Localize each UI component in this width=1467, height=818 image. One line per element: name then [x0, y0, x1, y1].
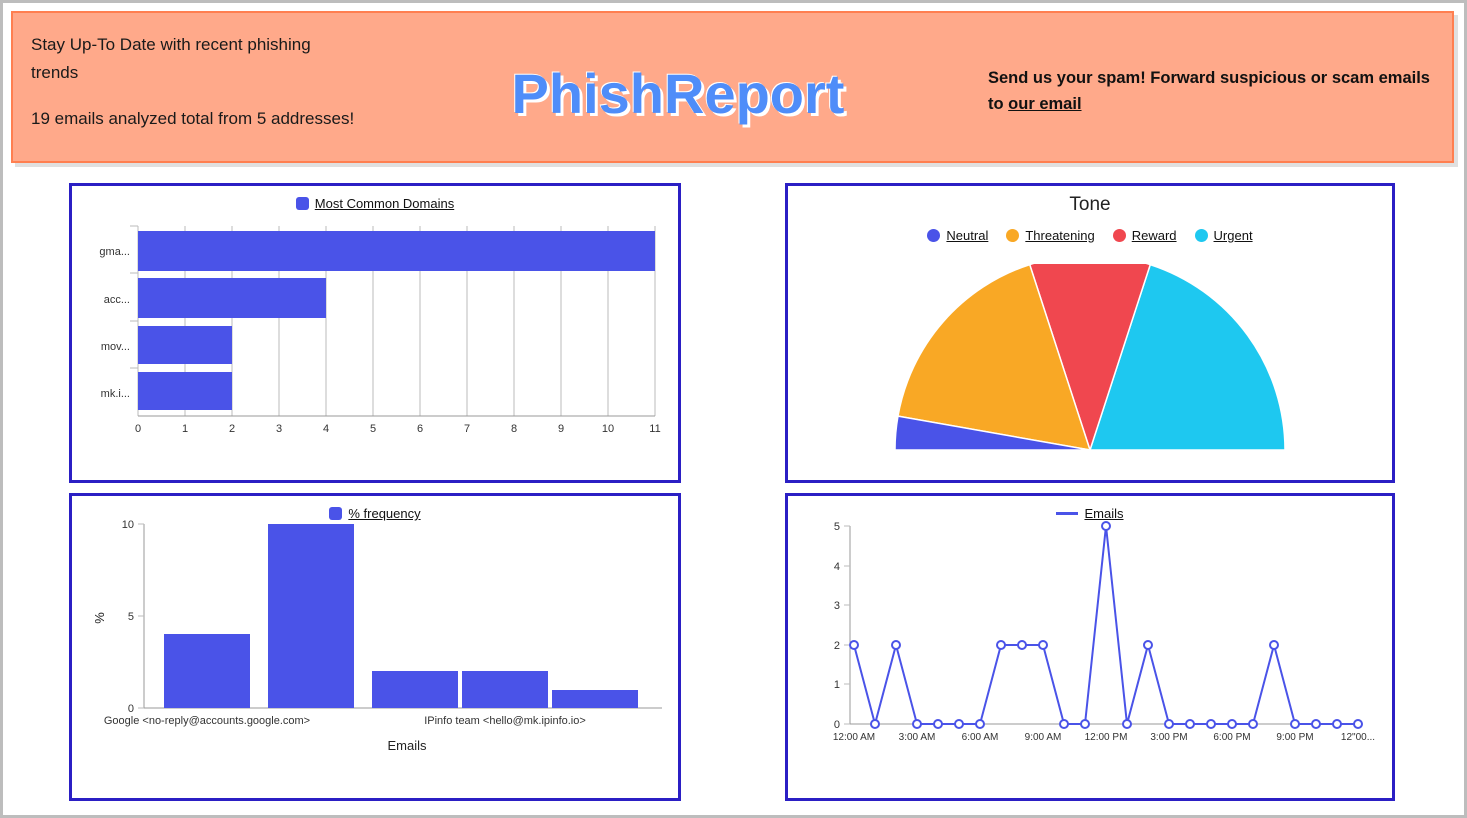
line-markers	[850, 522, 1362, 728]
legend-item-neutral[interactable]	[927, 228, 988, 243]
xtick-label: 3:00 AM	[898, 732, 936, 743]
xtick-label: 11	[649, 423, 661, 435]
ytick-label: 5	[833, 521, 840, 533]
xtick-label: IPinfo team <hello@mk.ipinfo.io>	[424, 715, 586, 727]
chart-panel-most-common-domains	[69, 183, 681, 483]
xtick-label: 9:00 AM	[1024, 732, 1062, 743]
bar-mov	[138, 326, 232, 364]
xtick-label: 1	[181, 423, 189, 435]
legend-tone	[788, 228, 1392, 243]
legend-label: Emails	[1084, 506, 1124, 521]
y-axis-title: %	[92, 612, 107, 624]
legend-swatch-icon	[329, 507, 342, 520]
legend-dot-icon	[1113, 229, 1126, 242]
contact-email-link[interactable]: our email	[1008, 95, 1082, 113]
xtick-label: 3	[275, 423, 283, 435]
xtick-label: 8	[510, 423, 518, 435]
legend-most-common-domains	[72, 196, 678, 211]
xtick-label: 6:00 PM	[1213, 732, 1251, 743]
xtick-label: 0	[134, 423, 142, 435]
xtick-label: 6	[416, 423, 424, 435]
ytick-label: mov...	[100, 341, 130, 353]
ytick-label: 0	[833, 719, 840, 731]
xtick-label: 6:00 AM	[961, 732, 999, 743]
bar-item	[268, 524, 354, 708]
header-cta-text: Send us your spam! Forward suspicious or scam emails to	[988, 69, 1430, 113]
line-series-emails	[854, 526, 1358, 724]
legend-label: Reward	[1131, 228, 1177, 243]
ytick-label: 1	[833, 679, 840, 691]
xtick-label: 3:00 PM	[1150, 732, 1188, 743]
legend-item[interactable]	[329, 506, 420, 521]
legend-label: Neutral	[946, 228, 989, 243]
bar-item	[552, 690, 638, 708]
bar-acc	[138, 278, 326, 318]
legend-item-urgent[interactable]	[1195, 228, 1253, 243]
chart-panel-emails-over-time	[785, 493, 1395, 801]
xtick-label: 10	[601, 423, 615, 435]
bar-item	[164, 634, 250, 708]
header-cta	[988, 65, 1438, 117]
header-stats: 19 emails analyzed total from 5 addresses!	[31, 109, 355, 128]
legend-label: % frequency	[348, 506, 421, 521]
legend-swatch-icon	[296, 197, 309, 210]
xtick-label: 5	[369, 423, 377, 435]
legend-dot-icon	[1195, 229, 1208, 242]
ytick-label: mk.i...	[100, 388, 130, 400]
legend-percent-frequency	[72, 506, 678, 521]
legend-label: Threatening	[1025, 228, 1095, 243]
ytick-label: 2	[833, 640, 840, 652]
bar-chart-most-common-domains	[72, 186, 678, 444]
ytick-label: acc...	[103, 294, 130, 306]
legend-dot-icon	[927, 229, 940, 242]
legend-item[interactable]	[1056, 506, 1123, 521]
header-tagline: Stay Up-To Date with recent phishing trends	[31, 35, 311, 82]
legend-line-icon	[1056, 512, 1078, 515]
xtick-label: 9	[557, 423, 565, 435]
xtick-label: 12:00 AM	[832, 732, 876, 743]
header-left-text	[31, 31, 361, 151]
chart-panel-percent-frequency	[69, 493, 681, 801]
xtick-label: 12"00...	[1340, 732, 1376, 743]
ytick-label: gma...	[99, 246, 130, 258]
legend-emails	[788, 506, 1392, 521]
line-chart-emails-over-time	[788, 496, 1392, 762]
app-title: PhishReport	[511, 62, 845, 125]
legend-label: Urgent	[1213, 228, 1253, 243]
ytick-label: 10	[121, 519, 134, 531]
x-axis-title: Emails	[387, 738, 427, 753]
bar-gma	[138, 231, 655, 271]
header-banner	[11, 11, 1454, 163]
ytick-label: 4	[833, 561, 840, 573]
legend-dot-icon	[1006, 229, 1019, 242]
xtick-label: 4	[322, 423, 330, 435]
xtick-label: 12:00 PM	[1084, 732, 1128, 743]
ytick-label: 0	[127, 703, 134, 715]
bar-mki	[138, 372, 232, 410]
bar-item	[372, 671, 458, 708]
bar-chart-percent-frequency	[72, 496, 678, 762]
legend-item[interactable]	[296, 196, 454, 211]
xtick-label: 9:00 PM	[1276, 732, 1314, 743]
xtick-label: 2	[228, 423, 236, 435]
tone-chart-title: Tone	[1069, 194, 1111, 215]
ytick-label: 5	[127, 611, 134, 623]
pie-chart-tone	[788, 264, 1392, 474]
legend-item-reward[interactable]	[1113, 228, 1177, 243]
legend-item-threatening[interactable]	[1006, 228, 1094, 243]
xtick-label: 7	[463, 423, 471, 435]
ytick-label: 3	[833, 600, 840, 612]
bar-item	[462, 671, 548, 708]
chart-panel-tone	[785, 183, 1395, 483]
legend-label: Most Common Domains	[314, 196, 455, 211]
xtick-label: Google <no-reply@accounts.google.com>	[103, 715, 311, 727]
